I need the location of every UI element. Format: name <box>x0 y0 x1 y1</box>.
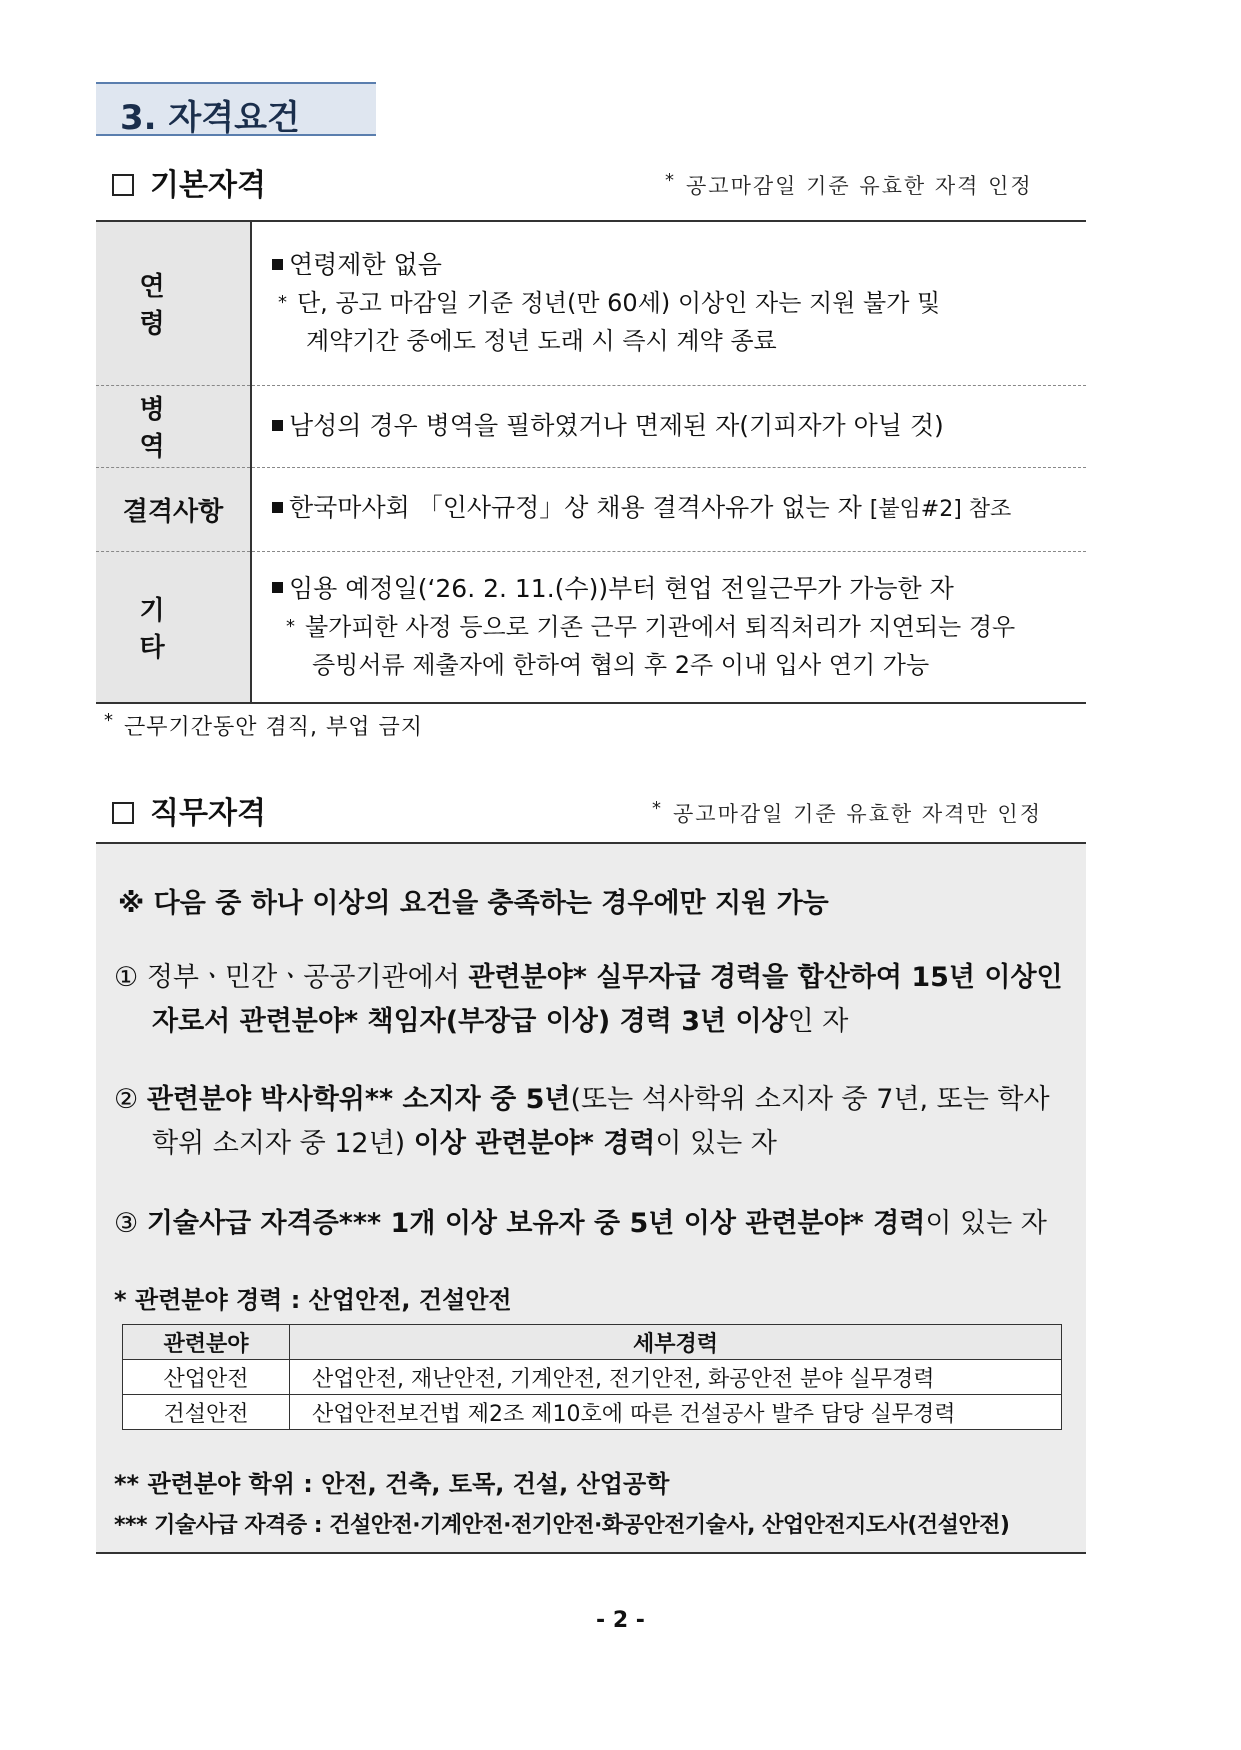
basic-heading-text: 기본자격 <box>150 168 266 203</box>
row-label-age: 연 령 <box>96 221 251 385</box>
row-label-disqualification: 결격사항 <box>96 467 251 551</box>
job-requirements-box <box>96 842 1086 1554</box>
section-title-text: 3. 자격요건 <box>120 98 300 138</box>
table-row: 결격사항 한국마사회 「인사규정」상 채용 결격사유가 없는 자 [붙임#2] 참조 <box>96 467 1086 551</box>
job-intro: ※ 다음 중 하나 이상의 요건을 충족하는 경우에만 지원 가능 <box>118 888 829 919</box>
cert-note: *** 기술사급 자격증 : 건설안전·기계안전·전기안전·화공안전기술사, 산업안전지도사(건설안전) <box>114 1513 1010 1538</box>
requirement-2: ② 관련분야 박사학위** 소지자 중 5년(또는 석사학위 소지자 중 7년, 또는 학사 학위 소지자 중 12년) 이상 관련분야* 경력이 있는 자 <box>114 1084 1050 1159</box>
table-row: 기 타 임용 예정일(‘26. 2. 11.(수))부터 현업 전일근무가 가능한 자 * 불가피한 사정 등으로 기존 근무 기관에서 퇴직처리가 지연되는 경우 증빙서류 제출자에 한하여 협의 후 2주 이내 입사 연기 가능 <box>96 551 1086 703</box>
checkbox-icon <box>112 802 134 824</box>
row-label-etc: 기 타 <box>96 551 251 703</box>
job-heading-text: 직무자격 <box>150 796 266 831</box>
degree-note: ** 관련분야 학위 : 안전, 건축, 토목, 건설, 산업공학 <box>114 1470 670 1498</box>
field-note: * 관련분야 경력 : 산업안전, 건설안전 <box>114 1286 512 1314</box>
requirement-3: ③ 기술사급 자격증*** 1개 이상 보유자 중 5년 이상 관련분야* 경력이 있는 자 <box>114 1208 1047 1239</box>
page-number: - 2 - <box>596 1608 645 1633</box>
section-title <box>96 82 376 136</box>
row-label-military: 병 역 <box>96 385 251 467</box>
field-table <box>122 1324 1062 1430</box>
requirement-1: ① 정부ㆍ민간ㆍ공공기관에서 관련분야* 실무자급 경력을 합산하여 15년 이상인 자로서 관련분야* 책임자(부장급 이상) 경력 3년 이상인 자 <box>114 962 1063 1037</box>
table-row: 병 역 남성의 경우 병역을 필하였거나 면제된 자(기피자가 아닐 것) <box>96 385 1086 467</box>
table-row: 연 령 연령제한 없음 * 단, 공고 마감일 기준 정년(만 60세) 이상인 자는 지원 불가 및 계약기간 중에도 정년 도래 시 즉시 계약 종료 <box>96 221 1086 385</box>
bullet-icon <box>272 259 283 270</box>
checkbox-icon <box>112 174 134 196</box>
table-header-row: 관련분야 세부경력 <box>123 1325 1062 1360</box>
bullet-icon <box>272 420 283 431</box>
job-heading <box>112 788 266 832</box>
bullet-icon <box>272 582 283 593</box>
basic-heading <box>112 160 266 204</box>
basic-table <box>96 220 1086 704</box>
job-note: * 공고마감일 기준 유효한 자격만 인정 <box>652 798 1042 826</box>
table-row: 산업안전 산업안전, 재난안전, 기계안전, 전기안전, 화공안전 분야 실무경력 <box>123 1360 1062 1395</box>
table-row: 건설안전 산업안전보건법 제2조 제10호에 따른 건설공사 발주 담당 실무경력 <box>123 1395 1062 1430</box>
basic-footnote: * 근무기간동안 겸직, 부업 금지 <box>104 710 423 740</box>
basic-note: * 공고마감일 기준 유효한 자격 인정 <box>665 170 1033 198</box>
bullet-icon <box>272 502 283 513</box>
